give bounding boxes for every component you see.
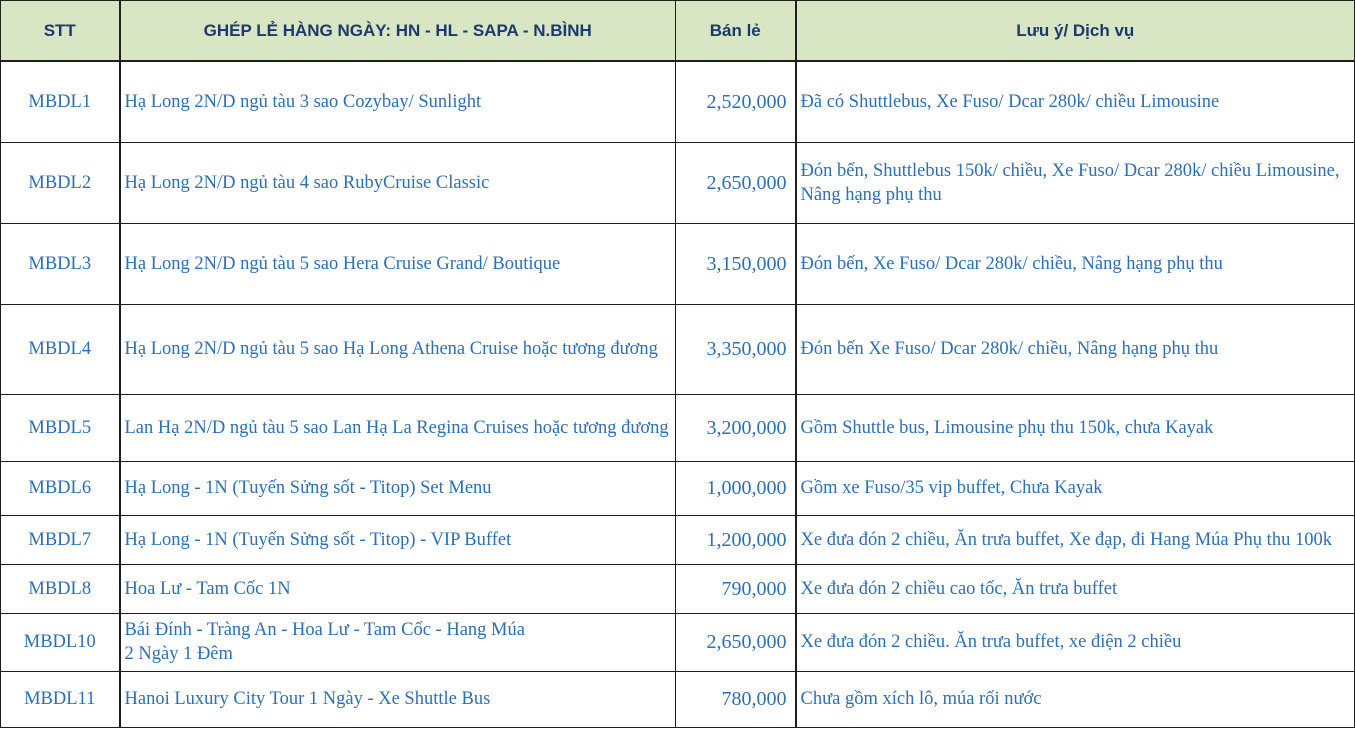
row-note: Đã có Shuttlebus, Xe Fuso/ Dcar 280k/ chiều Limousine [796, 61, 1355, 142]
row-note: Đón bến, Shuttlebus 150k/ chiều, Xe Fuso/ Dcar 280k/ chiều Limousine, Nâng hạng phụ thu [796, 142, 1355, 223]
header-stt: STT [1, 1, 120, 62]
row-price: 780,000 [676, 671, 796, 727]
row-tour: Hanoi Luxury City Tour 1 Ngày - Xe Shuttle Bus [120, 671, 676, 727]
row-tour: Hạ Long 2N/D ngủ tàu 3 sao Cozybay/ Sunlight [120, 61, 676, 142]
header-price: Bán lẻ [676, 1, 796, 62]
row-price: 3,350,000 [676, 304, 796, 394]
row-price: 2,650,000 [676, 613, 796, 671]
table-body [1, 61, 1355, 727]
row-note: Gồm xe Fuso/35 vip buffet, Chưa Kayak [796, 461, 1355, 515]
row-tour: Hạ Long - 1N (Tuyến Sửng sốt - Titop) - VIP Buffet [120, 515, 676, 564]
row-price: 3,150,000 [676, 223, 796, 304]
row-stt: MBDL2 [1, 142, 120, 223]
row-stt: MBDL8 [1, 564, 120, 613]
row-tour: Hoa Lư - Tam Cốc 1N [120, 564, 676, 613]
row-tour: Hạ Long 2N/D ngủ tàu 4 sao RubyCruise Classic [120, 142, 676, 223]
table-row [1, 142, 1355, 223]
row-price: 2,520,000 [676, 61, 796, 142]
row-price: 790,000 [676, 564, 796, 613]
row-stt: MBDL3 [1, 223, 120, 304]
row-tour: Hạ Long 2N/D ngủ tàu 5 sao Hạ Long Athena Cruise hoặc tương đương [120, 304, 676, 394]
row-stt: MBDL5 [1, 394, 120, 461]
row-tour: Hạ Long 2N/D ngủ tàu 5 sao Hera Cruise Grand/ Boutique [120, 223, 676, 304]
header-row [1, 1, 1355, 62]
table-row [1, 564, 1355, 613]
row-note: Xe đưa đón 2 chiều cao tốc, Ăn trưa buffet [796, 564, 1355, 613]
row-stt: MBDL6 [1, 461, 120, 515]
table-row [1, 61, 1355, 142]
row-tour: Lan Hạ 2N/D ngủ tàu 5 sao Lan Hạ La Regina Cruises hoặc tương đương [120, 394, 676, 461]
row-note: Chưa gồm xích lô, múa rối nước [796, 671, 1355, 727]
row-note: Gồm Shuttle bus, Limousine phụ thu 150k, chưa Kayak [796, 394, 1355, 461]
table-row [1, 613, 1355, 671]
row-price: 2,650,000 [676, 142, 796, 223]
header-note: Lưu ý/ Dịch vụ [796, 1, 1355, 62]
table-row [1, 671, 1355, 727]
table-row [1, 223, 1355, 304]
row-price: 1,000,000 [676, 461, 796, 515]
row-stt: MBDL1 [1, 61, 120, 142]
row-price: 3,200,000 [676, 394, 796, 461]
row-stt: MBDL11 [1, 671, 120, 727]
table-row [1, 394, 1355, 461]
row-tour: Bái Đính - Tràng An - Hoa Lư - Tam Cốc - Hang Múa 2 Ngày 1 Đêm [120, 613, 676, 671]
header-tour: GHÉP LẺ HÀNG NGÀY: HN - HL - SAPA - N.BÌNH [120, 1, 676, 62]
row-stt: MBDL10 [1, 613, 120, 671]
table-row [1, 515, 1355, 564]
row-note: Đón bến, Xe Fuso/ Dcar 280k/ chiều, Nâng hạng phụ thu [796, 223, 1355, 304]
row-stt: MBDL7 [1, 515, 120, 564]
row-note: Xe đưa đón 2 chiều. Ăn trưa buffet, xe điện 2 chiều [796, 613, 1355, 671]
table-row [1, 461, 1355, 515]
row-tour: Hạ Long - 1N (Tuyến Sửng sốt - Titop) Set Menu [120, 461, 676, 515]
row-note: Đón bến Xe Fuso/ Dcar 280k/ chiều, Nâng hạng phụ thu [796, 304, 1355, 394]
row-stt: MBDL4 [1, 304, 120, 394]
row-price: 1,200,000 [676, 515, 796, 564]
table-row [1, 304, 1355, 394]
row-note: Xe đưa đón 2 chiều, Ăn trưa buffet, Xe đạp, đi Hang Múa Phụ thu 100k [796, 515, 1355, 564]
